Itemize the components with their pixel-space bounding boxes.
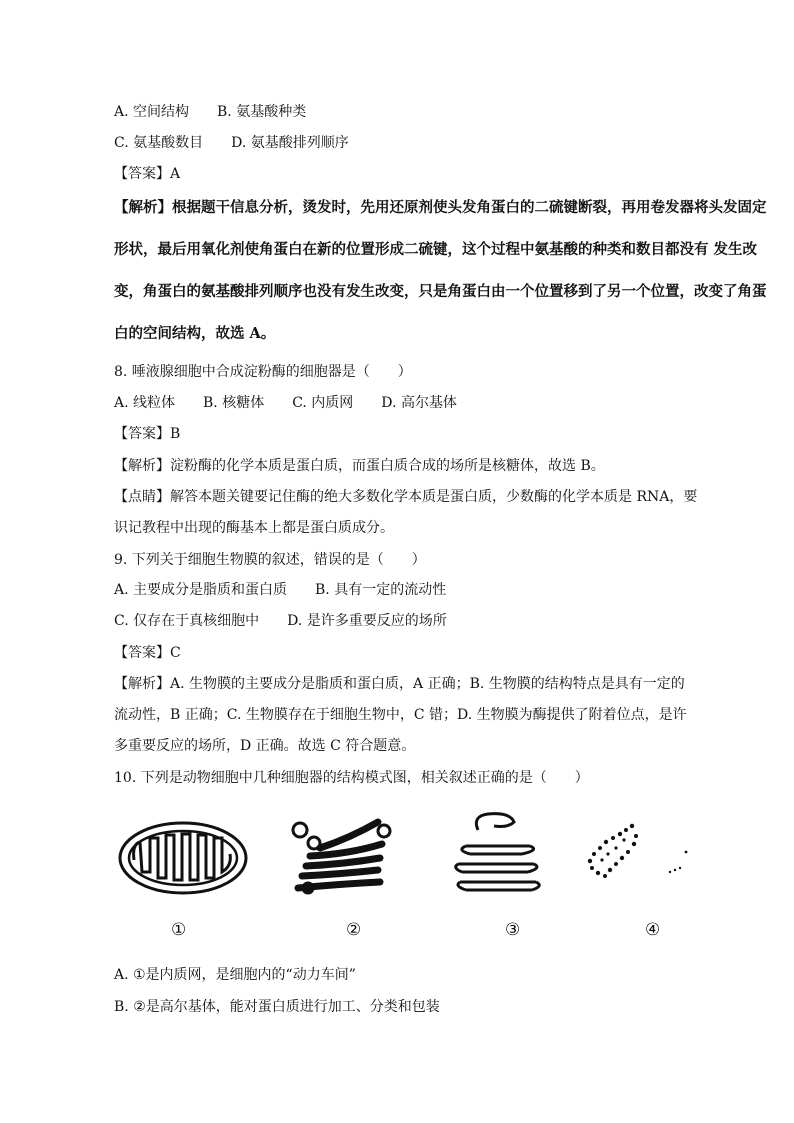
ribosome-drawing <box>588 824 688 878</box>
q7-analysis-line-1: 【解析】根据题干信息分析，烫发时，先用还原剂使头发角蛋白的二硫键断裂，再用卷发器将头发固定 <box>114 199 767 216</box>
figure-label-2: ② <box>346 920 362 940</box>
organelle-diagram <box>110 808 700 938</box>
mitochondrion-drawing <box>120 823 246 893</box>
q7-analysis-line-3: 变，角蛋白的氨基酸排列顺序也没有发生改变，只是角蛋白由一个位置移到了另一个位置，改变了角蛋 <box>114 283 767 300</box>
q8-stem: 8. 唾液腺细胞中合成淀粉酶的细胞器是（ ） <box>114 364 412 380</box>
q8-analysis: 【解析】淀粉酶的化学本质是蛋白质，而蛋白质合成的场所是核糖体，故选 B。 <box>114 458 605 474</box>
q10-option-a: A. ①是内质网，是细胞内的“动力车间” <box>114 967 356 983</box>
figure-label-4: ④ <box>645 920 661 940</box>
q7-answer: 【答案】A <box>114 166 181 182</box>
figure-label-3: ③ <box>505 920 521 940</box>
q9-analysis-line-3: 多重要反应的场所，D 正确。故选 C 符合题意。 <box>114 738 416 754</box>
q8-tip-line-1: 【点睛】解答本题关键要记住酶的绝大多数化学本质是蛋白质，少数酶的化学本质是 RNA，要 <box>114 489 698 505</box>
q10-stem: 10. 下列是动物细胞中几种细胞器的结构模式图，相关叙述正确的是（ ） <box>114 770 589 786</box>
q9-stem: 9. 下列关于细胞生物膜的叙述，错误的是（ ） <box>114 552 426 568</box>
q7-options-ab: A. 空间结构 B. 氨基酸种类 <box>114 104 307 120</box>
er-drawing <box>456 814 539 890</box>
q9-options-cd: C. 仅存在于真核细胞中 D. 是许多重要反应的场所 <box>114 613 447 629</box>
q9-analysis-line-2: 流动性，B 正确；C. 生物膜存在于细胞生物中，C 错；D. 生物膜为酶提供了附着位点，是许 <box>114 707 687 723</box>
golgi-drawing <box>293 822 390 893</box>
q9-answer: 【答案】C <box>114 645 181 661</box>
q8-tip-line-2: 识记教程中出现的酶基本上都是蛋白质成分。 <box>114 520 394 536</box>
q9-analysis-line-1: 【解析】A. 生物膜的主要成分是脂质和蛋白质，A 正确；B. 生物膜的结构特点是具有一定的 <box>114 676 685 692</box>
q7-analysis-line-2: 形状，最后用氧化剂使角蛋白在新的位置形成二硫键，这个过程中氨基酸的种类和数目都没有 发生改 <box>114 241 758 258</box>
q7-options-cd: C. 氨基酸数目 D. 氨基酸排列顺序 <box>114 135 349 151</box>
q7-analysis-line-4: 白的空间结构，故选 A。 <box>114 325 276 342</box>
q10-option-b: B. ②是高尔基体，能对蛋白质进行加工、分类和包装 <box>114 999 440 1015</box>
q9-options-ab: A. 主要成分是脂质和蛋白质 B. 具有一定的流动性 <box>114 582 447 598</box>
q8-options: A. 线粒体 B. 核糖体 C. 内质网 D. 高尔基体 <box>114 395 457 411</box>
q8-answer: 【答案】B <box>114 426 181 442</box>
figure-label-1: ① <box>171 920 187 940</box>
